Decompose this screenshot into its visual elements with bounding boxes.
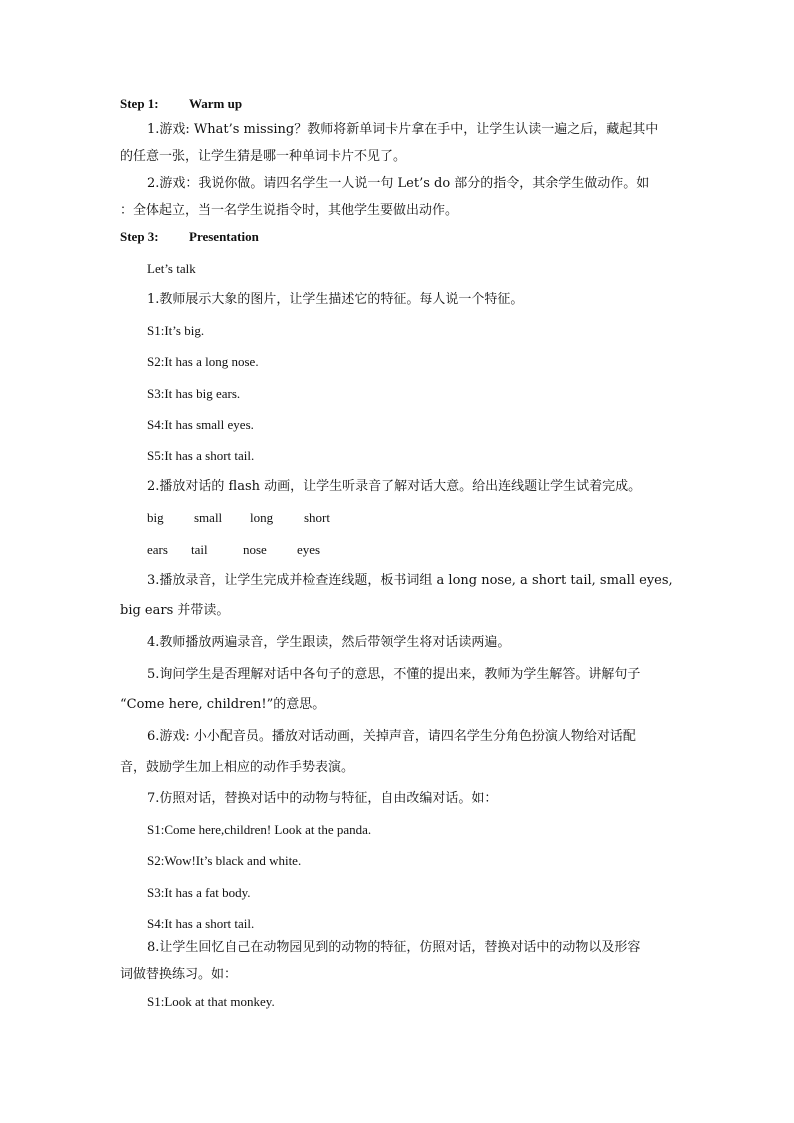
- step3-p2: 2.播放对话的 flash 动画，让学生听录音了解对话大意。给出连线题让学生试着完成。: [147, 479, 642, 494]
- step3-title: Presentation: [189, 229, 259, 244]
- lets-talk-label: Let’s talk: [147, 261, 196, 276]
- step3-p7: 7.仿照对话，替换对话中的动物与特征，自由改编对话。如：: [147, 791, 498, 806]
- word-item: long: [250, 510, 274, 525]
- step1-p1-line1: 1.游戏: What’s missing？教师将新单词卡片拿在手中，让学生认读一遍之后，藏起其中: [147, 122, 659, 137]
- step1-p2-line1: 2.游戏：我说你做。请四名学生一人说一句 Let’s do 部分的指令，其余学生做动作。如: [147, 176, 650, 191]
- step3-p1: 1.教师展示大象的图片，让学生描述它的特征。每人说一个特征。: [147, 292, 524, 307]
- dialogue-line: S2:Wow!It’s black and white.: [147, 853, 302, 868]
- step3-p6-line2: 音，鼓励学生加上相应的动作手势表演。: [120, 760, 355, 775]
- word-item: eyes: [297, 542, 321, 557]
- step3-p3-line2: big ears 并带读。: [120, 603, 230, 618]
- dialogue-line: S1:It’s big.: [147, 323, 205, 338]
- word-item: tail: [191, 542, 208, 557]
- step1-title: Warm up: [189, 96, 243, 111]
- step1-p1-line2: 的任意一张，让学生猜是哪一种单词卡片不见了。: [120, 149, 407, 164]
- dialogue-line: S3:It has big ears.: [147, 386, 241, 401]
- step3-p4: 4.教师播放两遍录音，学生跟读，然后带领学生将对话读两遍。: [147, 635, 511, 650]
- word-item: small: [194, 510, 223, 525]
- step3-p6-line1: 6.游戏: 小小配音员。播放对话动画，关掉声音，请四名学生分角色扮演人物给对话配: [147, 729, 636, 744]
- step3-p3-line1: 3.播放录音，让学生完成并检查连线题，板书词组 a long nose, a short tail, small eyes,: [147, 573, 673, 588]
- step1-heading: [120, 95, 680, 113]
- step3-number: Step 3:: [120, 229, 159, 244]
- step1-number: Step 1:: [120, 96, 159, 111]
- dialogue-line: S2:It has a long nose.: [147, 354, 259, 369]
- word-item: short: [304, 510, 330, 525]
- word-row-1: [147, 509, 680, 527]
- dialogue-line: S4:It has a short tail.: [147, 916, 255, 931]
- step3-p5-line2: “Come here, children!”的意思。: [120, 697, 326, 712]
- dialogue-line: S4:It has small eyes.: [147, 417, 254, 432]
- word-item: nose: [243, 542, 267, 557]
- dialogue-line: S1:Come here,children! Look at the panda.: [147, 822, 372, 837]
- word-item: big: [147, 510, 164, 525]
- dialogue-line: S3:It has a fat body.: [147, 885, 251, 900]
- step3-p5-line1: 5.询问学生是否理解对话中各句子的意思，不懂的提出来，教师为学生解答。讲解句子: [147, 667, 641, 682]
- word-item: ears: [147, 542, 168, 557]
- step3-p8-line2: 词做替换练习。如：: [120, 967, 238, 982]
- step1-p2-line2: ：全体起立，当一名学生说指令时，其他学生要做出动作。: [120, 203, 459, 218]
- word-row-2: [147, 541, 680, 559]
- dialogue-line: S5:It has a short tail.: [147, 448, 255, 463]
- step3-heading: [120, 228, 680, 246]
- dialogue-line: S1:Look at that monkey.: [147, 994, 275, 1009]
- step3-p8-line1: 8.让学生回忆自己在动物园见到的动物的特征，仿照对话，替换对话中的动物以及形容: [147, 940, 641, 955]
